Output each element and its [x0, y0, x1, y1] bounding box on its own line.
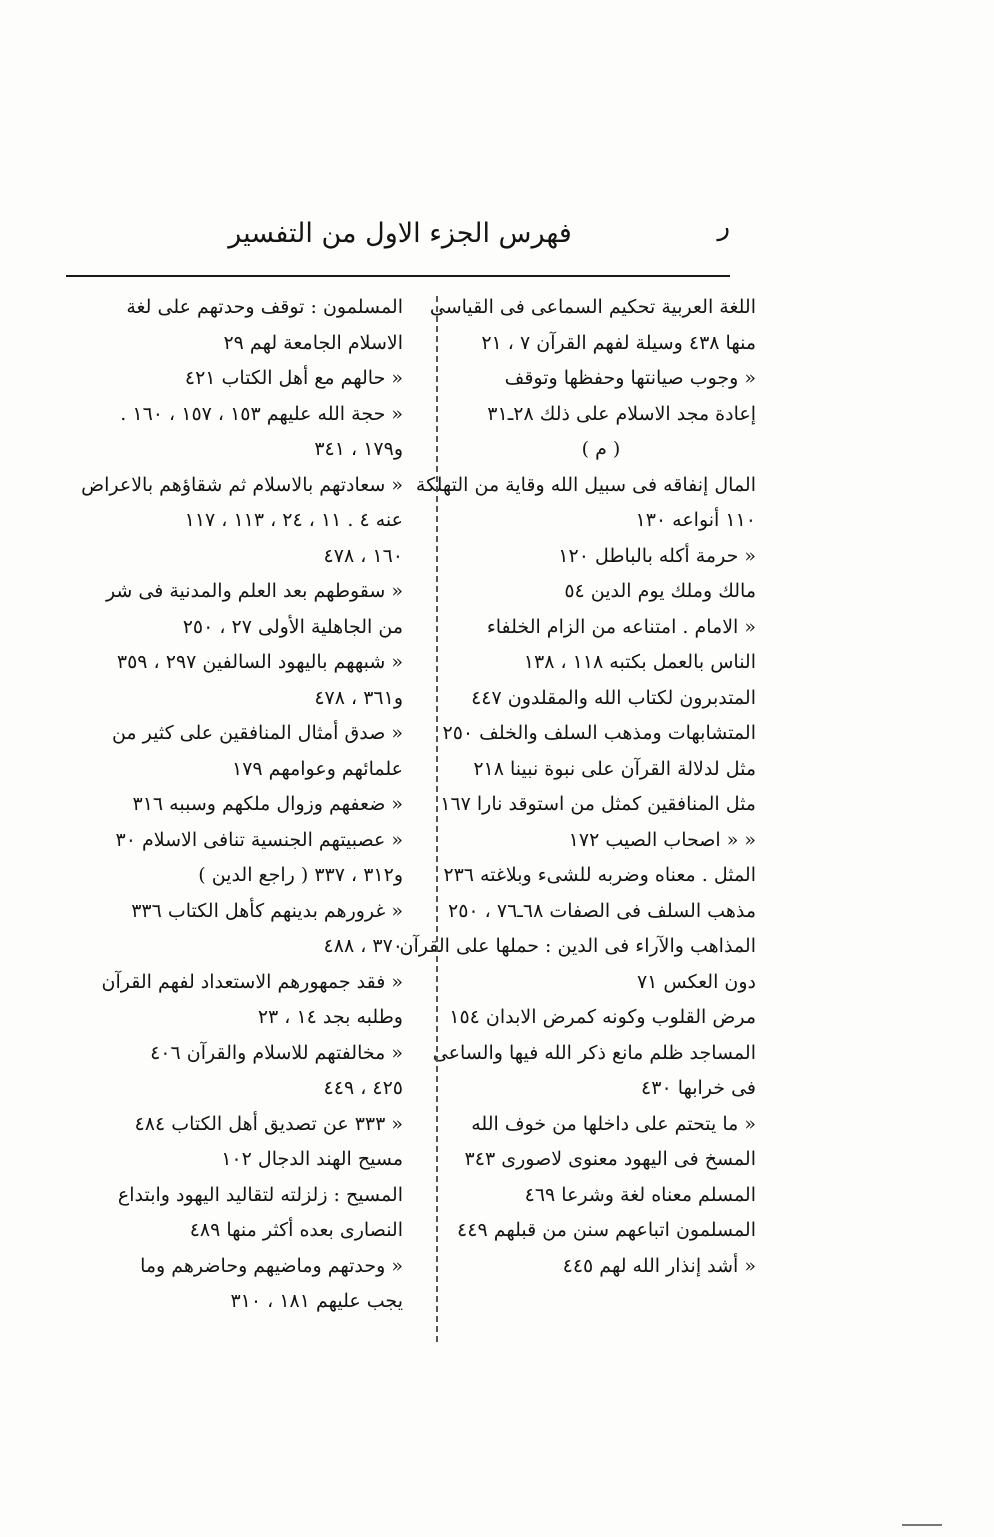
index-entry-line: من الجاهلية الأولى ٢٧ ، ٢٥٠	[182, 615, 403, 638]
index-entry-line: « حرمة أكله بالباطل ١٢٠	[558, 544, 756, 567]
index-entry-line: « غرورهم بدينهم كأهل الكتاب ٣٣٦	[131, 899, 403, 922]
header-rule	[66, 275, 730, 277]
index-entry-line: دون العكس ٧١	[636, 970, 756, 993]
index-entry-line: مثل لدلالة القرآن على نبوة نبينا ٢١٨	[473, 757, 756, 780]
index-entry-line: فى خرابها ٤٣٠	[641, 1077, 756, 1099]
index-entry-line: الناس بالعمل بكتبه ١١٨ ، ١٣٨	[523, 651, 756, 673]
index-entry-line: ١١٠ أنواعه ١٣٠	[635, 509, 756, 531]
page-header	[70, 212, 730, 262]
index-entry-line: و٣٦١ ، ٤٧٨	[314, 686, 403, 709]
index-entry-line: المسلم معناه لغة وشرعا ٤٦٩	[524, 1183, 756, 1206]
index-entry-line: المذاهب والآراء فى الدين : حملها على القرآن	[399, 935, 756, 957]
index-entry-line: « صدق أمثال المنافقين على كثير من	[111, 722, 403, 744]
index-entry-line: « حالهم مع أهل الكتاب ٤٢١	[184, 367, 403, 389]
index-entry-line: علمائهم وعوامهم ١٧٩	[232, 757, 403, 780]
index-entry-line: مذهب السلف فى الصفات ٦٨ـ٧٦ ، ٢٥٠	[448, 899, 756, 922]
index-entry-line: و٣١٢ ، ٣٣٧ ( راجع الدين )	[198, 864, 403, 886]
index-entry-line: « ما يتحتم على داخلها من خوف الله	[471, 1112, 756, 1135]
index-entry-line: « الامام . امتناعه من الزام الخلفاء	[486, 615, 756, 638]
page-letter: ر	[717, 212, 730, 242]
index-entry-line: المسيح : زلزلته لتقاليد اليهود وابتداع	[117, 1183, 403, 1206]
index-entry-line: مسيح الهند الدجال ١٠٢	[221, 1148, 403, 1170]
index-entry-line: ٤٢٥ ، ٤٤٩	[323, 1077, 403, 1099]
page-corner-mark	[902, 1524, 942, 1526]
index-entry-line: المتدبرون لكتاب الله والمقلدون ٤٤٧	[471, 686, 756, 709]
index-entry-line: « ضعفهم وزوال ملكهم وسببه ٣١٦	[132, 793, 403, 815]
index-entry-line: المتشابهات ومذهب السلف والخلف ٢٥٠	[442, 722, 756, 744]
column-divider	[436, 296, 438, 1342]
index-entry-line: « وجوب صيانتها وحفظها وتوقف	[504, 367, 756, 389]
index-entry-line: إعادة مجد الاسلام على ذلك ٢٨ـ٣١	[487, 402, 756, 425]
index-entry-line: النصارى بعده أكثر منها ٤٨٩	[189, 1219, 403, 1241]
index-entry-line: « مخالفتهم للاسلام والقرآن ٤٠٦	[150, 1041, 403, 1064]
index-entry-line: « عصبيتهم الجنسية تنافى الاسلام ٣٠	[115, 828, 403, 851]
index-entry-line: المال إنفاقه فى سبيل الله وقاية من التهلكة	[415, 473, 756, 496]
index-entry-line: « حجة الله عليهم ١٥٣ ، ١٥٧ ، ١٦٠ .	[120, 402, 403, 425]
index-entry-line: « سقوطهم بعد العلم والمدنية فى شر	[105, 580, 403, 602]
index-entry-line: ( م )	[581, 438, 621, 460]
index-entry-line: الاسلام الجامعة لهم ٢٩	[223, 331, 403, 354]
index-entry-line: وطلبه بجد ١٤ ، ٢٣	[257, 1006, 403, 1028]
index-entry-line: مثل المنافقين كمثل من استوقد نارا ١٦٧	[440, 793, 756, 815]
index-entry-line: « سعادتهم بالاسلام ثم شقاؤهم بالاعراض	[81, 473, 403, 496]
index-entry-line: « أشد إنذار الله لهم ٤٤٥	[562, 1254, 756, 1277]
index-entry-line: « شبههم باليهود السالفين ٢٩٧ ، ٣٥٩	[116, 651, 403, 673]
index-entry-line: يجب عليهم ١٨١ ، ٣١٠	[230, 1290, 403, 1312]
index-entry-line: المسلمون : توقف وحدتهم على لغة	[126, 296, 403, 318]
index-entry-line: مرض القلوب وكونه كمرض الابدان ١٥٤	[449, 1006, 756, 1028]
index-entry-line: « « اصحاب الصيب ١٧٢	[568, 828, 756, 851]
index-entry-line: عنه ٤ . ١١ ، ٢٤ ، ١١٣ ، ١١٧	[184, 509, 403, 531]
index-entry-line: المثل . معناه وضربه للشىء وبلاغته ٢٣٦	[443, 864, 756, 886]
index-entry-line: و١٧٩ ، ٣٤١	[314, 438, 403, 460]
index-entry-line: ١٦٠ ، ٤٧٨	[323, 544, 403, 567]
index-entry-line: مالك وملك يوم الدين ٥٤	[564, 580, 756, 602]
index-entry-line: منها ٤٣٨ وسيلة لفهم القرآن ٧ ، ٢١	[481, 331, 756, 354]
index-column-right	[399, 290, 756, 1284]
index-entry-line: « وحدتهم وماضيهم وحاضرهم وما	[140, 1254, 403, 1277]
index-entry-line: المسلمون اتباعهم سنن من قبلهم ٤٤٩	[457, 1219, 756, 1241]
index-entry-line: ٣٧٠ ، ٤٨٨	[323, 935, 403, 957]
index-entry-line: المسخ فى اليهود معنوى لاصورى ٣٤٣	[464, 1148, 756, 1170]
index-column-left	[58, 290, 403, 1320]
index-entry-line: « فقد جمهورهم الاستعداد لفهم القرآن	[101, 970, 403, 993]
index-entry-line: المساجد ظلم مانع ذكر الله فيها والساعى	[432, 1041, 756, 1064]
index-entry-line: اللغة العربية تحكيم السماعى فى القياسى	[429, 296, 756, 318]
page-title: فهرس الجزء الاول من التفسير	[228, 218, 572, 249]
index-entry-line: « ٣٣٣ عن تصديق أهل الكتاب ٤٨٤	[134, 1112, 403, 1135]
